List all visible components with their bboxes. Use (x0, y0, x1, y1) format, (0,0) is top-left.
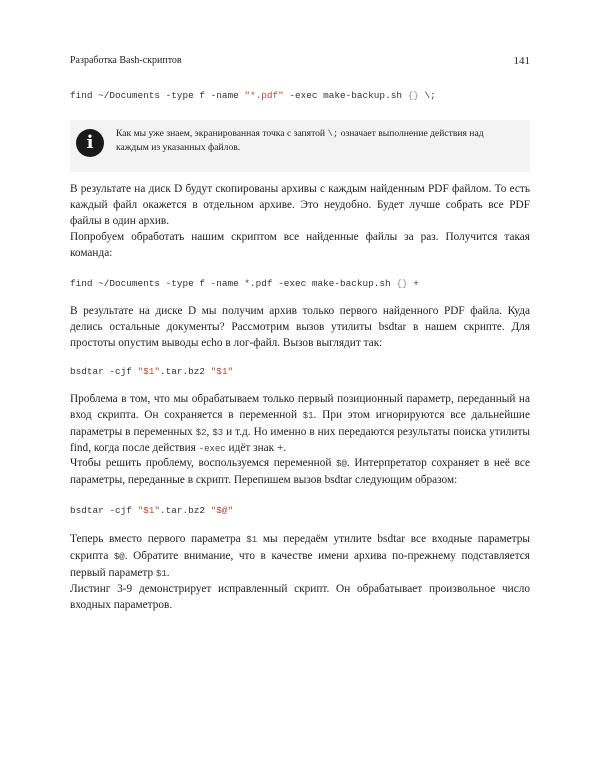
code-block-find-plus (70, 278, 419, 289)
chapter-title: Разработка Bash-скриптов (70, 55, 182, 66)
code-command: find ~/Documents -type f -name (70, 90, 245, 101)
paragraph-1: В результате на диск D будут скопированы архивы с каждым найденным PDF файлом. То есть каждый файл окажется в отдельном архиве. Это неудобно. Будет лучше собрать все PDF файлы в один архив. (70, 183, 530, 227)
code-arg2: "$1" (210, 366, 234, 377)
code-braces: {} (407, 90, 419, 101)
paragraph-2: Попробуем обработать нашим скриптом все найденные файлы за раз. Получится такая команда: (70, 231, 530, 259)
code-terminator: + (407, 278, 419, 289)
paragraph-5: Чтобы решить проблему, воспользуемся переменной $@. Интерпретатор сохраняет в неё все параметры, переданные в скрипт. Перепишем вызов bsdtar следующим образом: (70, 457, 530, 486)
paragraph-7: Листинг 3-9 демонстрирует исправленный скрипт. Он обрабатывает произвольное число входных параметров. (70, 583, 530, 611)
code-ext: .tar.bz2 (160, 366, 211, 377)
info-note (70, 120, 530, 172)
page (70, 0, 530, 777)
code-braces: {} (396, 278, 408, 289)
code-block-find-exec (70, 90, 436, 101)
page-number: 141 (513, 55, 530, 67)
note-text: Как мы уже знаем, экранированная точка с запятой \; означает выполнение действия над каждым из указанных файлов. (116, 128, 484, 153)
info-icon: i (76, 129, 104, 157)
code-block-bsdtar-2 (70, 505, 233, 516)
paragraph-3: В результате на диске D мы получим архив только первого найденного PDF файла. Куда делись остальные документы? Рассмотрим вызов утилиты bsdtar в нашем скрипте. Для простоты опустим выводы echo в лог-файл. Вызов выглядит так: (70, 305, 530, 349)
code-exec: -exec make-backup.sh (283, 90, 408, 101)
paragraph-6: Теперь вместо первого параметра $1 мы передаём утилите bsdtar все входные параметры скрипта $@. Обратите внимание, что в качестве имени архива по-прежнему подставляется первый параметр $1. (70, 533, 531, 579)
code-arg1: "$1" (137, 366, 161, 377)
paragraph-4: Проблема в том, что мы обрабатываем только первый позиционный параметр, переданный на вход скрипта. Он сохраняется в переменной $1. При этом игнорируются все дальнейшие параметры в переменных $2, $3 и т.д. Но именно в них передаются результаты поиска утилиты find, когда после действия -exec идёт знак +. (70, 393, 530, 455)
code-command: bsdtar -cjf (70, 505, 138, 516)
code-command: find ~/Documents -type f -name *.pdf -exec make-backup.sh (70, 278, 397, 289)
code-command: bsdtar -cjf (70, 366, 138, 377)
code-terminator: \; (418, 90, 436, 101)
code-arg1: "$1" (137, 505, 161, 516)
code-pattern: "*.pdf" (244, 90, 284, 101)
code-ext: .tar.bz2 (160, 505, 211, 516)
note-code: \; (327, 129, 339, 139)
code-block-bsdtar-1 (70, 366, 233, 377)
code-arg2: "$@" (210, 505, 234, 516)
